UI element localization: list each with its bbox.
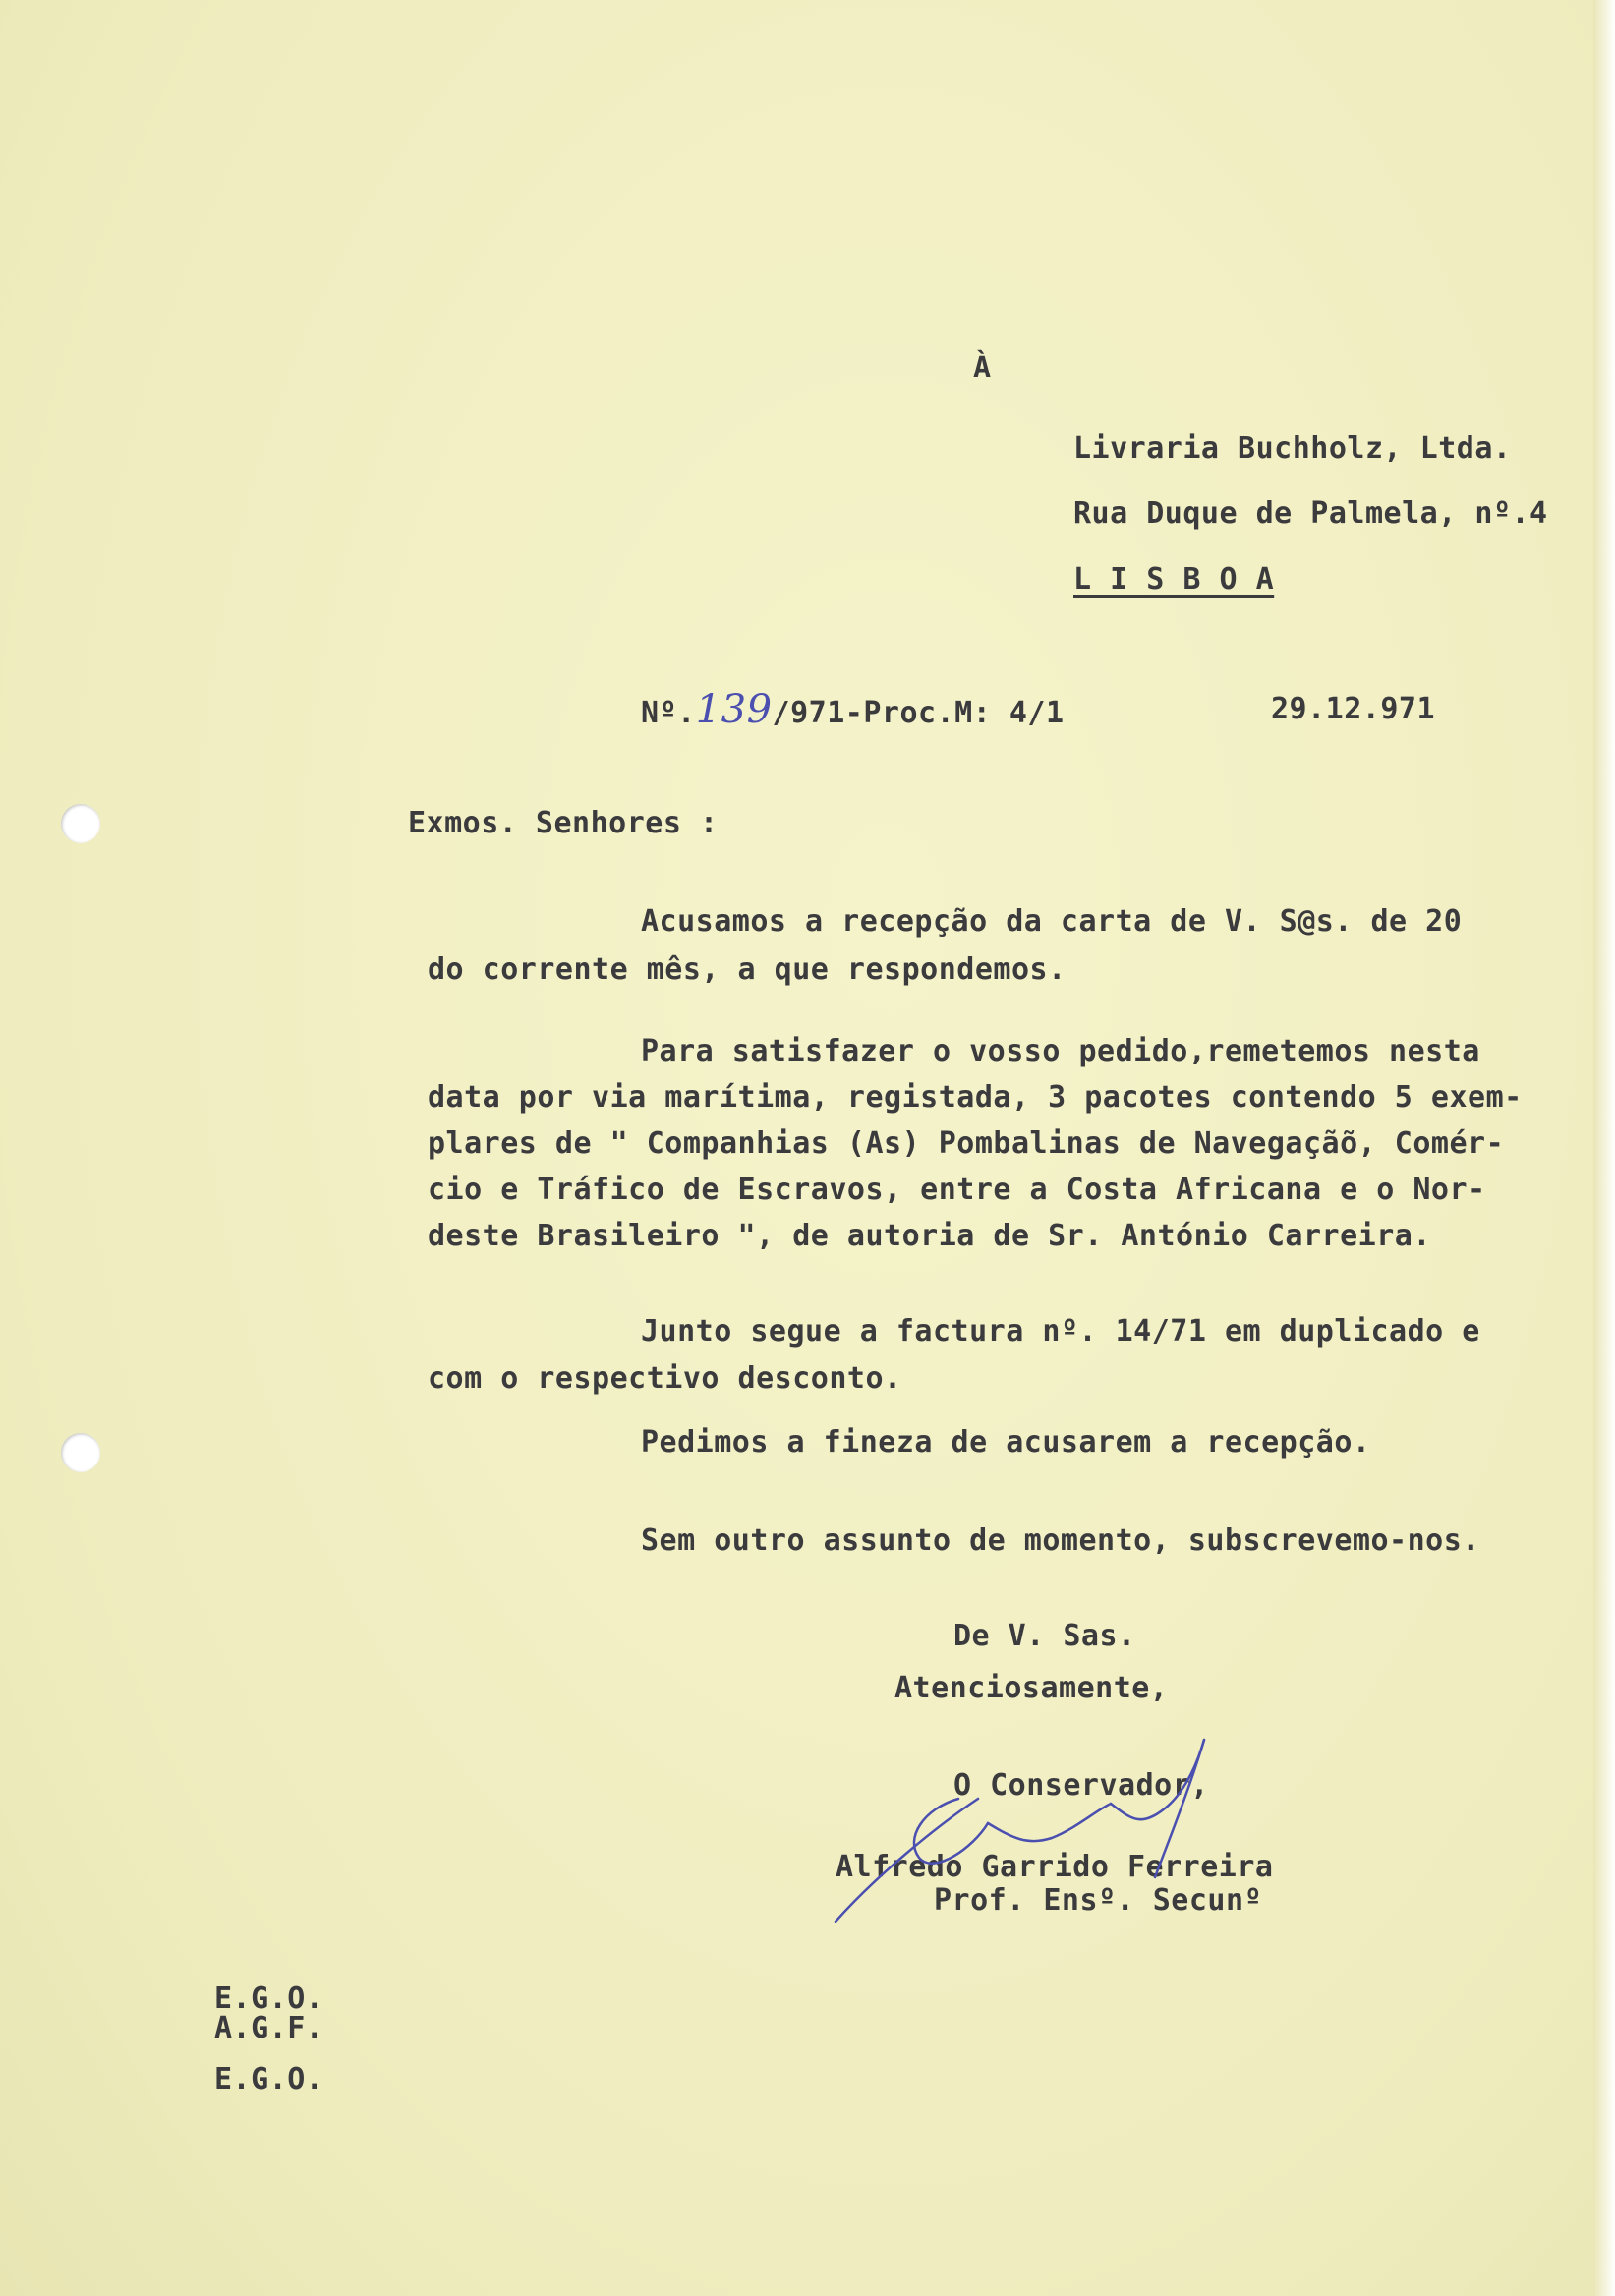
letter-date: 29.12.971	[1271, 692, 1436, 726]
body-p3-line2: com o respectivo desconto.	[428, 1361, 902, 1396]
signatory-role: O Conservador,	[953, 1768, 1209, 1803]
recipient-prefix: À	[973, 351, 992, 385]
punch-hole-bottom	[61, 1433, 100, 1472]
recipient-name: Livraria Buchholz, Ltda.	[1073, 431, 1512, 466]
closing-line1: De V. Sas.	[953, 1619, 1136, 1653]
body-p2-line4: cio e Tráfico de Escravos, entre a Costa Africana e o Nor-	[428, 1173, 1486, 1207]
reference-suffix: /971-Proc.M: 4/1	[772, 696, 1065, 730]
closing-line2: Atenciosamente,	[894, 1671, 1169, 1705]
recipient-city: L I S B O A	[1073, 562, 1275, 597]
initials-line1: E.G.O.	[214, 1981, 324, 2016]
punch-hole-top	[61, 804, 100, 843]
handwritten-signature	[816, 1730, 1268, 1936]
reference-prefix: Nº.	[641, 696, 696, 730]
body-p4: Pedimos a fineza de acusarem a recepção.	[641, 1425, 1371, 1460]
salutation: Exmos. Senhores :	[408, 806, 719, 840]
body-p5: Sem outro assunto de momento, subscrevemo-nos.	[641, 1523, 1480, 1558]
body-p1-line1: Acusamos a recepção da carta de V. S@s. de 20	[641, 904, 1463, 939]
reference-line	[641, 687, 1065, 733]
body-p2-line3: plares de " Companhias (As) Pombalinas de Navegaçãõ, Comér-	[428, 1126, 1505, 1161]
recipient-street: Rua Duque de Palmela, nº.4	[1073, 496, 1548, 531]
signatory-title: Prof. Ensº. Secunº	[934, 1883, 1263, 1918]
body-p2-line1: Para satisfazer o vosso pedido,remetemos nesta	[641, 1034, 1480, 1068]
initials-line3: E.G.O.	[214, 2062, 324, 2096]
page-edge	[1593, 0, 1615, 2296]
body-p3-line1: Junto segue a factura nº. 14/71 em duplicado e	[641, 1314, 1480, 1349]
signatory-name: Alfredo Garrido Ferreira	[836, 1850, 1274, 1884]
handwritten-reference-number: 139	[695, 687, 773, 732]
initials-line2: A.G.F.	[214, 2011, 324, 2045]
body-p2-line5: deste Brasileiro ", de autoria de Sr. António Carreira.	[428, 1219, 1431, 1253]
body-p2-line2: data por via marítima, registada, 3 pacotes contendo 5 exem-	[428, 1080, 1523, 1115]
body-p1-line2: do corrente mês, a que respondemos.	[428, 952, 1067, 987]
